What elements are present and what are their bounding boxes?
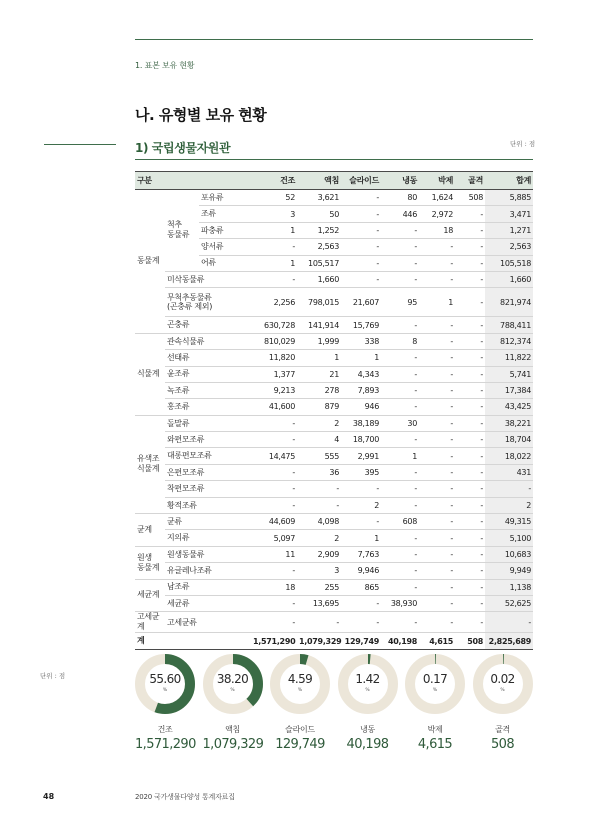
total-liquid: 1,079,329 — [297, 633, 341, 649]
donut-percent-unit: % — [500, 688, 505, 693]
cell-stuffed: - — [419, 382, 455, 398]
cell-liquid: 4,098 — [297, 514, 341, 530]
table-row — [135, 464, 533, 480]
side-rule — [44, 144, 116, 145]
table-row — [135, 415, 533, 431]
donut-label: 박제 — [427, 725, 443, 734]
donut-count: 508 — [490, 737, 514, 752]
cell-liquid: 1,252 — [297, 222, 341, 238]
cell-liquid: 1 — [297, 350, 341, 366]
cell-skeleton: - — [455, 612, 485, 633]
cell-stuffed: - — [419, 399, 455, 415]
table-total-row — [135, 633, 533, 649]
cell-frozen: - — [381, 271, 419, 287]
cell-stuffed: - — [419, 415, 455, 431]
row-label: 원생동물류 — [165, 546, 251, 562]
donut-percent-unit: % — [432, 688, 438, 693]
cell-total: 5,100 — [485, 530, 533, 546]
row-category: 세균계 — [135, 579, 165, 612]
cell-total: 431 — [485, 464, 533, 480]
cell-stuffed: - — [419, 448, 455, 464]
cell-stuffed: - — [419, 271, 455, 287]
subtitle-rule — [135, 159, 533, 160]
donut-percent-unit: % — [162, 688, 168, 693]
cell-skeleton: - — [455, 399, 485, 415]
donut-count: 129,749 — [275, 737, 325, 752]
row-label: 무척추동물류 (곤충류 제외) — [165, 288, 251, 317]
cell-total: 5,741 — [485, 366, 533, 382]
cell-slide: 946 — [341, 399, 381, 415]
cell-slide: 2,991 — [341, 448, 381, 464]
col-header-category: 구분 — [135, 172, 251, 190]
cell-liquid: 141,914 — [297, 317, 341, 333]
row-category: 식물계 — [135, 333, 165, 415]
total-total: 2,825,689 — [485, 633, 533, 649]
cell-dried: 41,600 — [251, 399, 297, 415]
row-label: 세균류 — [165, 595, 251, 611]
cell-dried: 44,609 — [251, 514, 297, 530]
cell-dried: - — [251, 563, 297, 579]
cell-dried: - — [251, 595, 297, 611]
row-label: 은편모조류 — [165, 464, 251, 480]
cell-frozen: 30 — [381, 415, 419, 431]
cell-slide: - — [341, 206, 381, 222]
table-row — [135, 190, 533, 206]
cell-liquid: 2 — [297, 415, 341, 431]
cell-dried: - — [251, 271, 297, 287]
page-number: 48 — [43, 792, 55, 801]
cell-liquid: 4 — [297, 432, 341, 448]
cell-frozen: - — [381, 382, 419, 398]
table-row — [135, 563, 533, 579]
cell-total: 2,563 — [485, 239, 533, 255]
row-label: 홍조류 — [165, 399, 251, 415]
donut-item — [338, 654, 398, 752]
row-category: 원생 동물계 — [135, 546, 165, 579]
cell-slide: 2 — [341, 497, 381, 513]
row-category: 동물계 — [135, 190, 165, 334]
row-label: 유글레나조류 — [165, 563, 251, 579]
table-row — [135, 546, 533, 562]
cell-skeleton: - — [455, 481, 485, 497]
cell-frozen: - — [381, 399, 419, 415]
table-row — [135, 530, 533, 546]
cell-skeleton: - — [455, 239, 485, 255]
cell-stuffed: - — [419, 432, 455, 448]
cell-stuffed: - — [419, 546, 455, 562]
cell-slide: 1 — [341, 350, 381, 366]
top-rule — [135, 39, 533, 40]
col-header-slide: 슬라이드 — [341, 172, 381, 190]
cell-liquid: 879 — [297, 399, 341, 415]
cell-liquid: 3 — [297, 563, 341, 579]
cell-stuffed: - — [419, 595, 455, 611]
cell-dried: 18 — [251, 579, 297, 595]
cell-slide: 7,893 — [341, 382, 381, 398]
cell-frozen: - — [381, 464, 419, 480]
cell-frozen: - — [381, 350, 419, 366]
row-label: 와편모조류 — [165, 432, 251, 448]
table-row — [135, 579, 533, 595]
table-unit-label: 단위 : 점 — [510, 140, 536, 148]
cell-slide: 15,769 — [341, 317, 381, 333]
table-row — [135, 514, 533, 530]
row-label: 조류 — [199, 206, 251, 222]
total-slide: 129,749 — [341, 633, 381, 649]
cell-stuffed: - — [419, 481, 455, 497]
cell-total: 1,660 — [485, 271, 533, 287]
cell-frozen: 446 — [381, 206, 419, 222]
donut-count: 4,615 — [417, 737, 453, 752]
cell-frozen: - — [381, 530, 419, 546]
row-label: 남조류 — [165, 579, 251, 595]
cell-slide: 4,343 — [341, 366, 381, 382]
row-label: 윤조류 — [165, 366, 251, 382]
cell-liquid: - — [297, 612, 341, 633]
total-label: 계 — [135, 633, 251, 649]
cell-skeleton: - — [455, 271, 485, 287]
cell-liquid: - — [297, 481, 341, 497]
cell-liquid: - — [297, 497, 341, 513]
row-label: 돌말류 — [165, 415, 251, 431]
table-row — [135, 497, 533, 513]
donut-count: 40,198 — [346, 737, 389, 752]
row-label: 선태류 — [165, 350, 251, 366]
cell-slide: - — [341, 514, 381, 530]
table-row — [135, 350, 533, 366]
cell-frozen: 80 — [381, 190, 419, 206]
cell-dried: 1 — [251, 222, 297, 238]
row-label: 포유류 — [199, 190, 251, 206]
donut-percent-unit: % — [297, 688, 303, 693]
cell-stuffed: - — [419, 563, 455, 579]
cell-dried: 2,256 — [251, 288, 297, 317]
cell-dried: 1 — [251, 255, 297, 271]
cell-total: 11,822 — [485, 350, 533, 366]
cell-frozen: - — [381, 255, 419, 271]
cell-liquid: 2,909 — [297, 546, 341, 562]
cell-total: 52,625 — [485, 595, 533, 611]
cell-skeleton: 508 — [455, 190, 485, 206]
cell-frozen: - — [381, 579, 419, 595]
cell-total: 812,374 — [485, 333, 533, 349]
cell-skeleton: - — [455, 206, 485, 222]
cell-frozen: 8 — [381, 333, 419, 349]
cell-liquid: 2 — [297, 530, 341, 546]
cell-frozen: 608 — [381, 514, 419, 530]
table-row — [135, 333, 533, 349]
cell-total: 3,471 — [485, 206, 533, 222]
cell-slide: 395 — [341, 464, 381, 480]
chart-unit-label: 단위 : 점 — [40, 672, 66, 680]
cell-dried: - — [251, 464, 297, 480]
table-row — [135, 448, 533, 464]
cell-liquid: 50 — [297, 206, 341, 222]
cell-dried: 9,213 — [251, 382, 297, 398]
cell-total: 18,022 — [485, 448, 533, 464]
donut-item — [135, 654, 195, 752]
cell-skeleton: - — [455, 415, 485, 431]
cell-dried: - — [251, 239, 297, 255]
cell-slide: - — [341, 595, 381, 611]
cell-slide: 865 — [341, 579, 381, 595]
table-row — [135, 317, 533, 333]
cell-dried: 630,728 — [251, 317, 297, 333]
total-dried: 1,571,290 — [251, 633, 297, 649]
cell-total: 1,271 — [485, 222, 533, 238]
cell-dried: - — [251, 415, 297, 431]
donut-label: 슬라이드 — [285, 725, 315, 734]
total-frozen: 40,198 — [381, 633, 419, 649]
donut-percent: 0.02 — [490, 672, 515, 686]
cell-skeleton: - — [455, 317, 485, 333]
cell-dried: - — [251, 497, 297, 513]
row-label: 곤충류 — [165, 317, 251, 333]
cell-frozen: - — [381, 481, 419, 497]
table-row — [135, 399, 533, 415]
cell-dried: - — [251, 612, 297, 633]
page-title: 나. 유형별 보유 현황 — [135, 106, 267, 124]
cell-liquid: 21 — [297, 366, 341, 382]
table-row — [135, 612, 533, 633]
cell-stuffed: - — [419, 464, 455, 480]
table-row — [135, 382, 533, 398]
cell-stuffed: - — [419, 333, 455, 349]
cell-frozen: - — [381, 563, 419, 579]
cell-total: 49,315 — [485, 514, 533, 530]
cell-slide: 38,189 — [341, 415, 381, 431]
cell-slide: - — [341, 239, 381, 255]
donut-percent: 1.42 — [355, 672, 380, 686]
row-category: 균계 — [135, 514, 165, 547]
cell-frozen: - — [381, 222, 419, 238]
row-category: 유색조 식물계 — [135, 415, 165, 513]
row-label: 녹조류 — [165, 382, 251, 398]
cell-skeleton: - — [455, 464, 485, 480]
table-row — [135, 271, 533, 287]
cell-frozen: - — [381, 317, 419, 333]
cell-liquid: 555 — [297, 448, 341, 464]
cell-stuffed: 1,624 — [419, 190, 455, 206]
cell-skeleton: - — [455, 288, 485, 317]
row-label: 균류 — [165, 514, 251, 530]
cell-frozen: - — [381, 497, 419, 513]
total-stuffed: 4,615 — [419, 633, 455, 649]
row-label: 착편모조류 — [165, 481, 251, 497]
donut-label: 냉동 — [360, 725, 375, 734]
donut-count: 1,571,290 — [135, 737, 196, 752]
row-label: 양서류 — [199, 239, 251, 255]
cell-liquid: 255 — [297, 579, 341, 595]
cell-slide: 21,607 — [341, 288, 381, 317]
cell-frozen: 1 — [381, 448, 419, 464]
cell-skeleton: - — [455, 333, 485, 349]
cell-slide: 338 — [341, 333, 381, 349]
cell-skeleton: - — [455, 497, 485, 513]
row-category: 고세균계 — [135, 612, 165, 633]
cell-stuffed: - — [419, 366, 455, 382]
cell-stuffed: 2,972 — [419, 206, 455, 222]
cell-stuffed: - — [419, 530, 455, 546]
cell-total: 821,974 — [485, 288, 533, 317]
cell-skeleton: - — [455, 530, 485, 546]
cell-liquid: 1,999 — [297, 333, 341, 349]
cell-skeleton: - — [455, 595, 485, 611]
cell-dried: - — [251, 481, 297, 497]
row-label: 황적조류 — [165, 497, 251, 513]
cell-total: 10,683 — [485, 546, 533, 562]
cell-dried: 5,097 — [251, 530, 297, 546]
cell-total: 18,704 — [485, 432, 533, 448]
cell-skeleton: - — [455, 514, 485, 530]
cell-skeleton: - — [455, 366, 485, 382]
donut-item — [405, 654, 465, 752]
table-row — [135, 432, 533, 448]
row-label: 고세균류 — [165, 612, 251, 633]
cell-total: 5,885 — [485, 190, 533, 206]
cell-stuffed: - — [419, 579, 455, 595]
total-skeleton: 508 — [455, 633, 485, 649]
table-subtitle: 1) 국립생물자원관 — [135, 141, 231, 155]
donut-percent-unit: % — [230, 688, 235, 693]
cell-dried: 52 — [251, 190, 297, 206]
cell-slide: 7,763 — [341, 546, 381, 562]
cell-slide: - — [341, 271, 381, 287]
cell-frozen: - — [381, 612, 419, 633]
cell-dried: 3 — [251, 206, 297, 222]
cell-skeleton: - — [455, 432, 485, 448]
cell-skeleton: - — [455, 222, 485, 238]
table-row — [135, 481, 533, 497]
cell-slide: 18,700 — [341, 432, 381, 448]
cell-total: 9,949 — [485, 563, 533, 579]
cell-total: 2 — [485, 497, 533, 513]
cell-stuffed: - — [419, 514, 455, 530]
cell-skeleton: - — [455, 563, 485, 579]
row-label: 미삭동물류 — [165, 271, 251, 287]
cell-liquid: 36 — [297, 464, 341, 480]
cell-total: 17,384 — [485, 382, 533, 398]
cell-slide: - — [341, 481, 381, 497]
row-label: 어류 — [199, 255, 251, 271]
cell-slide: - — [341, 190, 381, 206]
col-header-frozen: 냉동 — [381, 172, 419, 190]
table-row — [135, 288, 533, 317]
donut-label: 액침 — [225, 725, 240, 734]
cell-frozen: - — [381, 432, 419, 448]
cell-stuffed: - — [419, 350, 455, 366]
col-header-stuffed: 박제 — [419, 172, 455, 190]
holdings-table — [135, 171, 533, 650]
cell-stuffed: 1 — [419, 288, 455, 317]
cell-stuffed: - — [419, 612, 455, 633]
donut-chart-row — [135, 654, 533, 754]
cell-skeleton: - — [455, 448, 485, 464]
row-subcategory: 척추 동물류 — [165, 190, 199, 272]
cell-liquid: 3,621 — [297, 190, 341, 206]
cell-total: - — [485, 612, 533, 633]
section-label: 1. 표본 보유 현황 — [135, 61, 195, 70]
col-header-dried: 건조 — [251, 172, 297, 190]
cell-liquid: 798,015 — [297, 288, 341, 317]
cell-stuffed: - — [419, 239, 455, 255]
cell-stuffed: - — [419, 255, 455, 271]
table-header-row — [135, 172, 533, 190]
donut-label: 골격 — [495, 725, 510, 734]
donut-percent: 55.60 — [149, 672, 181, 686]
cell-skeleton: - — [455, 382, 485, 398]
donut-item — [473, 654, 533, 752]
cell-slide: 9,946 — [341, 563, 381, 579]
table-row — [135, 366, 533, 382]
row-label: 대롱편모조류 — [165, 448, 251, 464]
donut-label: 건조 — [157, 725, 173, 734]
cell-stuffed: - — [419, 317, 455, 333]
donut-percent: 0.17 — [422, 672, 448, 686]
cell-skeleton: - — [455, 350, 485, 366]
donut-percent: 38.20 — [216, 672, 249, 686]
cell-total: 105,518 — [485, 255, 533, 271]
cell-total: 38,221 — [485, 415, 533, 431]
donut-item — [270, 654, 330, 752]
cell-skeleton: - — [455, 255, 485, 271]
cell-total: 788,411 — [485, 317, 533, 333]
donut-count: 1,079,329 — [202, 737, 264, 752]
cell-skeleton: - — [455, 579, 485, 595]
cell-liquid: 1,660 — [297, 271, 341, 287]
cell-total: 43,425 — [485, 399, 533, 415]
cell-frozen: 95 — [381, 288, 419, 317]
footer-text: 2020 국가생물다양성 통계자료집 — [135, 793, 235, 801]
row-label: 지의류 — [165, 530, 251, 546]
donut-item — [203, 654, 263, 752]
cell-slide: - — [341, 222, 381, 238]
cell-slide: 1 — [341, 530, 381, 546]
cell-dried: 1,377 — [251, 366, 297, 382]
row-label: 파충류 — [199, 222, 251, 238]
cell-frozen: - — [381, 239, 419, 255]
donut-percent: 4.59 — [287, 672, 313, 686]
col-header-total: 합계 — [485, 172, 533, 190]
cell-stuffed: - — [419, 497, 455, 513]
table-row — [135, 595, 533, 611]
cell-liquid: 105,517 — [297, 255, 341, 271]
col-header-skeleton: 골격 — [455, 172, 485, 190]
cell-total: 1,138 — [485, 579, 533, 595]
cell-dried: 14,475 — [251, 448, 297, 464]
cell-dried: 11 — [251, 546, 297, 562]
cell-stuffed: 18 — [419, 222, 455, 238]
cell-dried: 11,820 — [251, 350, 297, 366]
cell-dried: 810,029 — [251, 333, 297, 349]
cell-dried: - — [251, 432, 297, 448]
cell-frozen: 38,930 — [381, 595, 419, 611]
cell-liquid: 2,563 — [297, 239, 341, 255]
row-label: 관속식물류 — [165, 333, 251, 349]
cell-frozen: - — [381, 366, 419, 382]
cell-liquid: 13,695 — [297, 595, 341, 611]
cell-slide: - — [341, 255, 381, 271]
col-header-liquid: 액침 — [297, 172, 341, 190]
cell-frozen: - — [381, 546, 419, 562]
cell-skeleton: - — [455, 546, 485, 562]
cell-liquid: 278 — [297, 382, 341, 398]
cell-slide: - — [341, 612, 381, 633]
cell-total: - — [485, 481, 533, 497]
donut-percent-unit: % — [365, 688, 370, 693]
